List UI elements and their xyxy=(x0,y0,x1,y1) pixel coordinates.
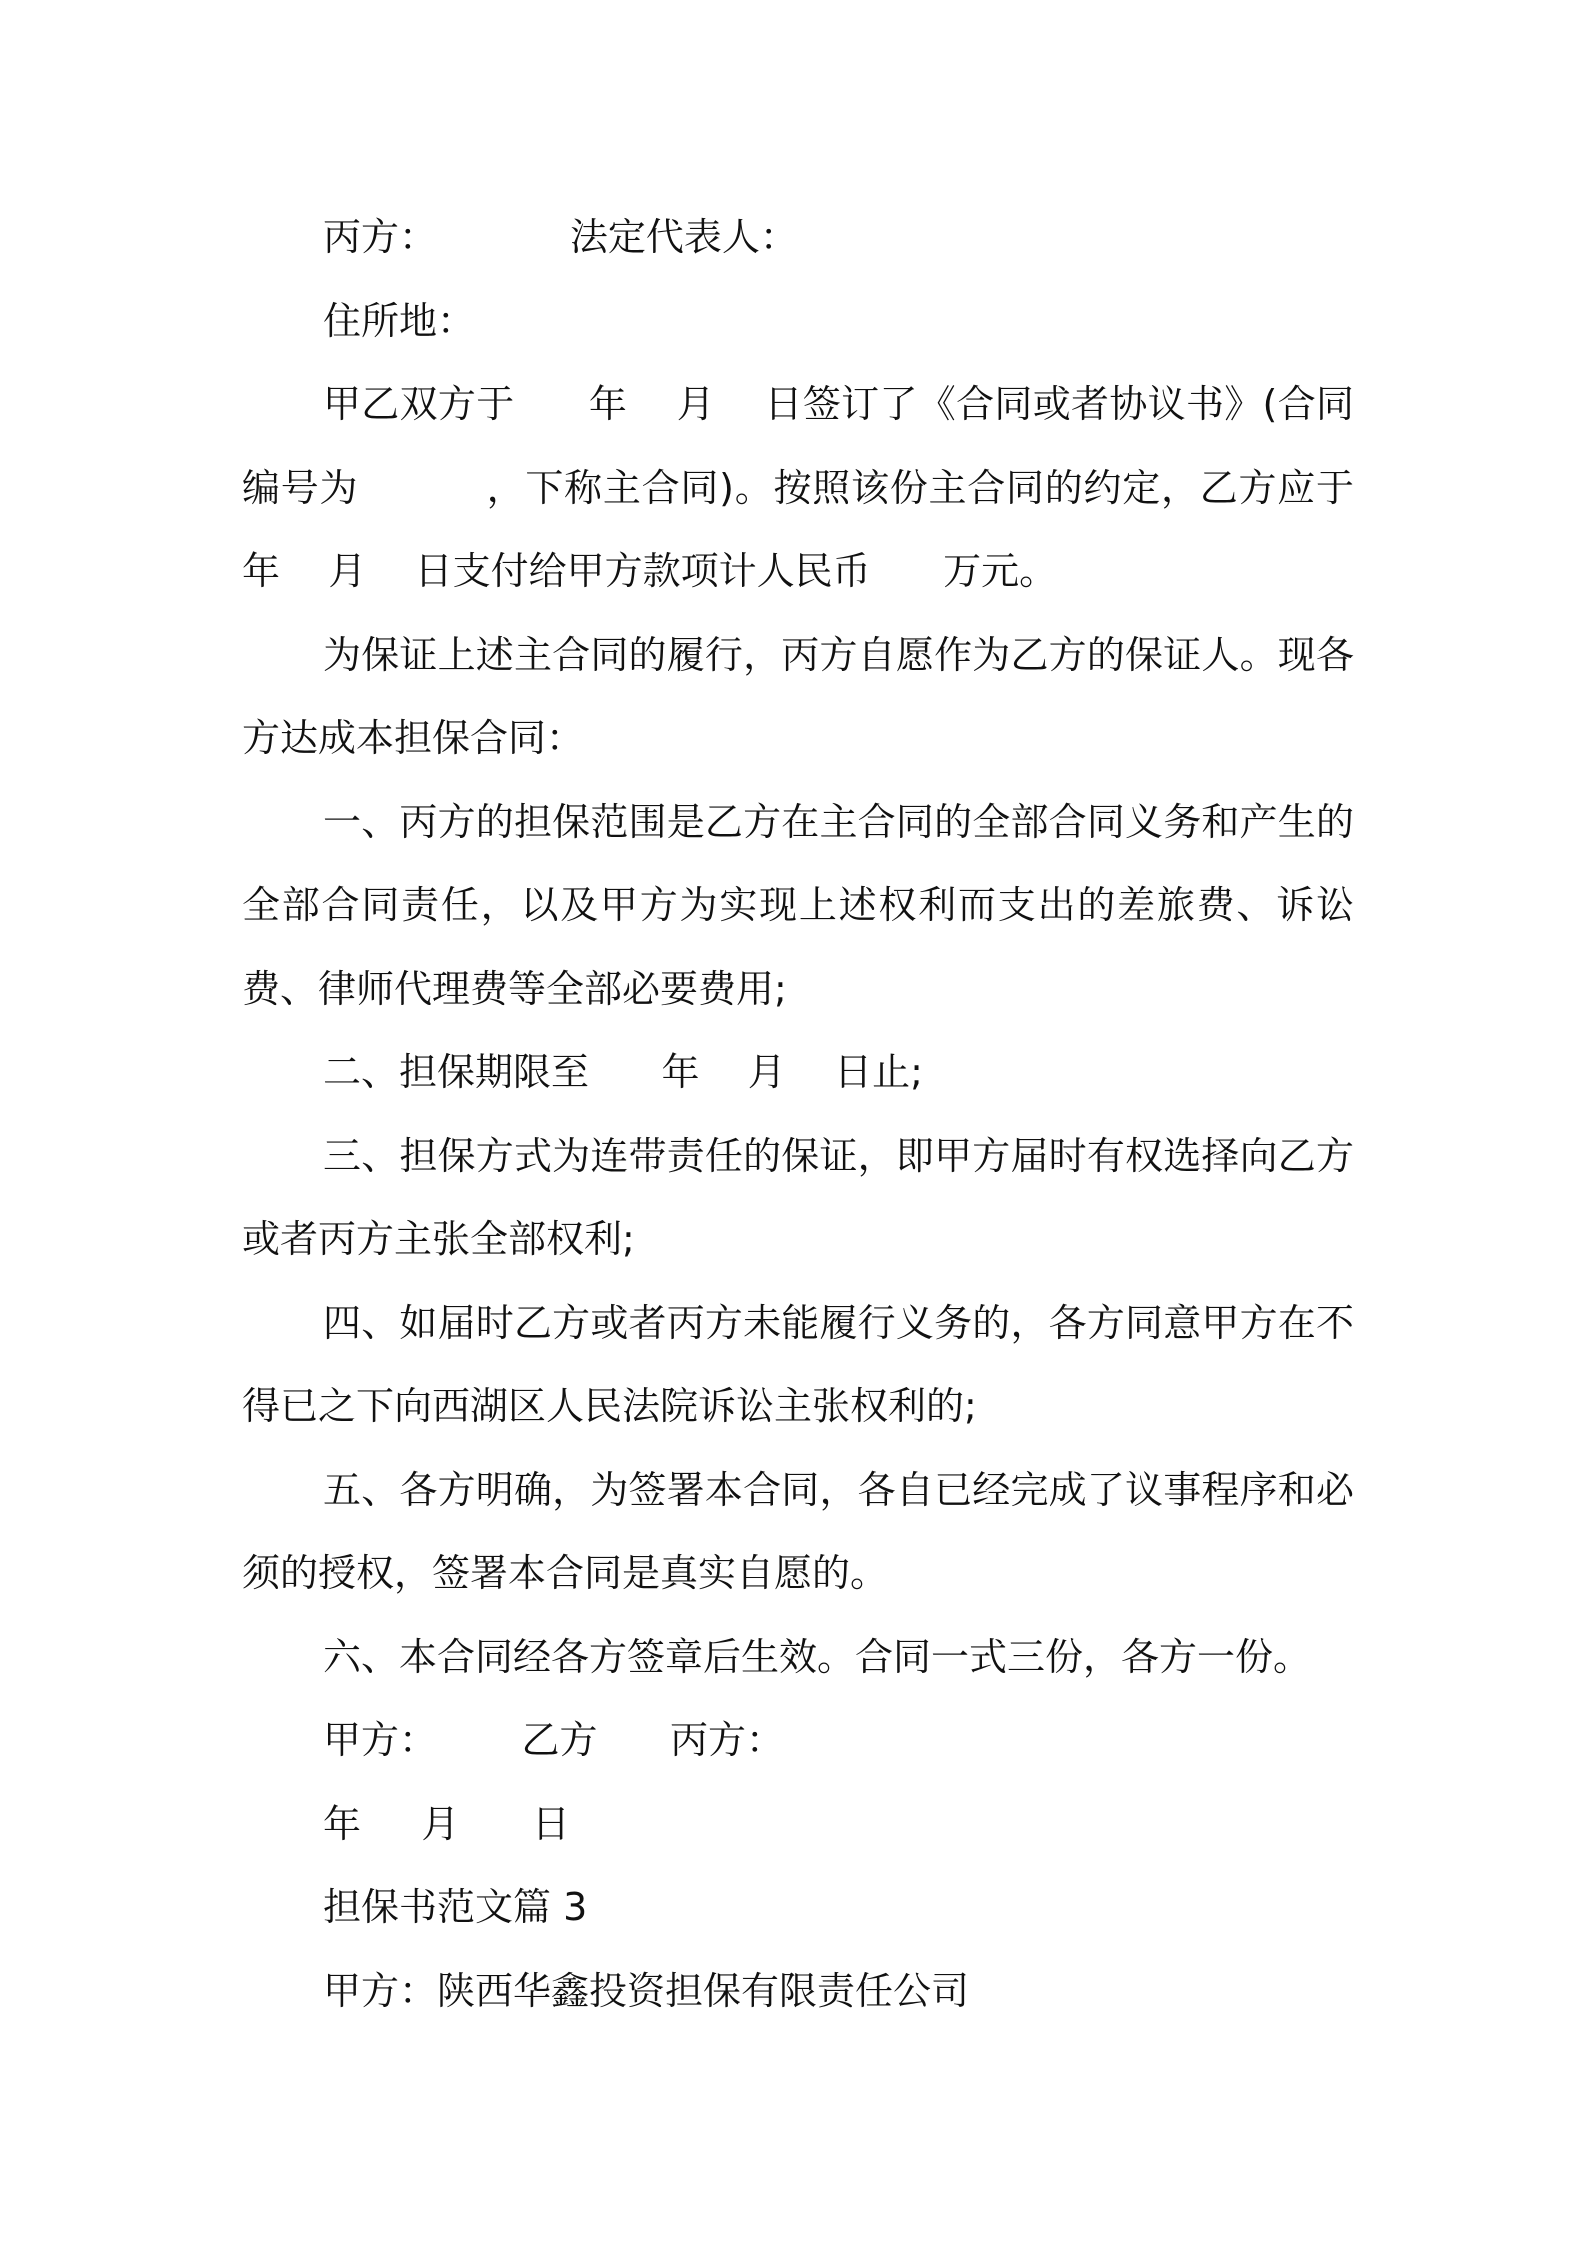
clause-5: 五、各方明确，为签署本合同，各自已经完成了议事程序和必须的授权，签署本合同是真实自愿的。 xyxy=(242,1467,1354,1595)
address-line: 住所地： xyxy=(323,298,476,343)
document-page xyxy=(242,196,1427,2033)
clause-2: 二、担保期限至 年 月 日止; xyxy=(323,1050,923,1094)
clause-4: 四、如届时乙方或者丙方未能履行义务的，各方同意甲方在不得已之下向西湖区人民法院诉讼主张权利的; xyxy=(242,1300,1354,1428)
signature-line: 甲方： 乙方 丙方： xyxy=(323,1718,785,1762)
paragraph-main-contract: 甲乙双方于 年 月 日签订了《合同或者协议书》(合同编号为 ，下称主合同)。按照该份主合同的约定，乙方应于 年 月 日支付给甲方款项计人民币 万元。 xyxy=(242,382,1427,593)
section-heading: 担保书范文篇 3 xyxy=(323,1885,588,1929)
clause-1: 一、丙方的担保范围是乙方在主合同的全部合同义务和产生的全部合同责任，以及甲方为实现上述权利而支出的差旅费、诉讼费、律师代理费等全部必要费用; xyxy=(242,799,1354,1011)
party-c-line: 丙方： 法定代表人： xyxy=(323,215,798,259)
clause-6: 六、本合同经各方签章后生效。合同一式三份，各方一份。 xyxy=(323,1634,1312,1679)
clause-3: 三、担保方式为连带责任的保证，即甲方届时有权选择向乙方或者丙方主张全部权利; xyxy=(242,1133,1354,1261)
paragraph-guarantee-intent: 为保证上述主合同的履行，丙方自愿作为乙方的保证人。现各方达成本担保合同： xyxy=(242,632,1354,760)
date-line: 年 月 日 xyxy=(323,1801,570,1846)
party-a-line: 甲方：陕西华鑫投资担保有限责任公司 xyxy=(323,1968,970,2013)
